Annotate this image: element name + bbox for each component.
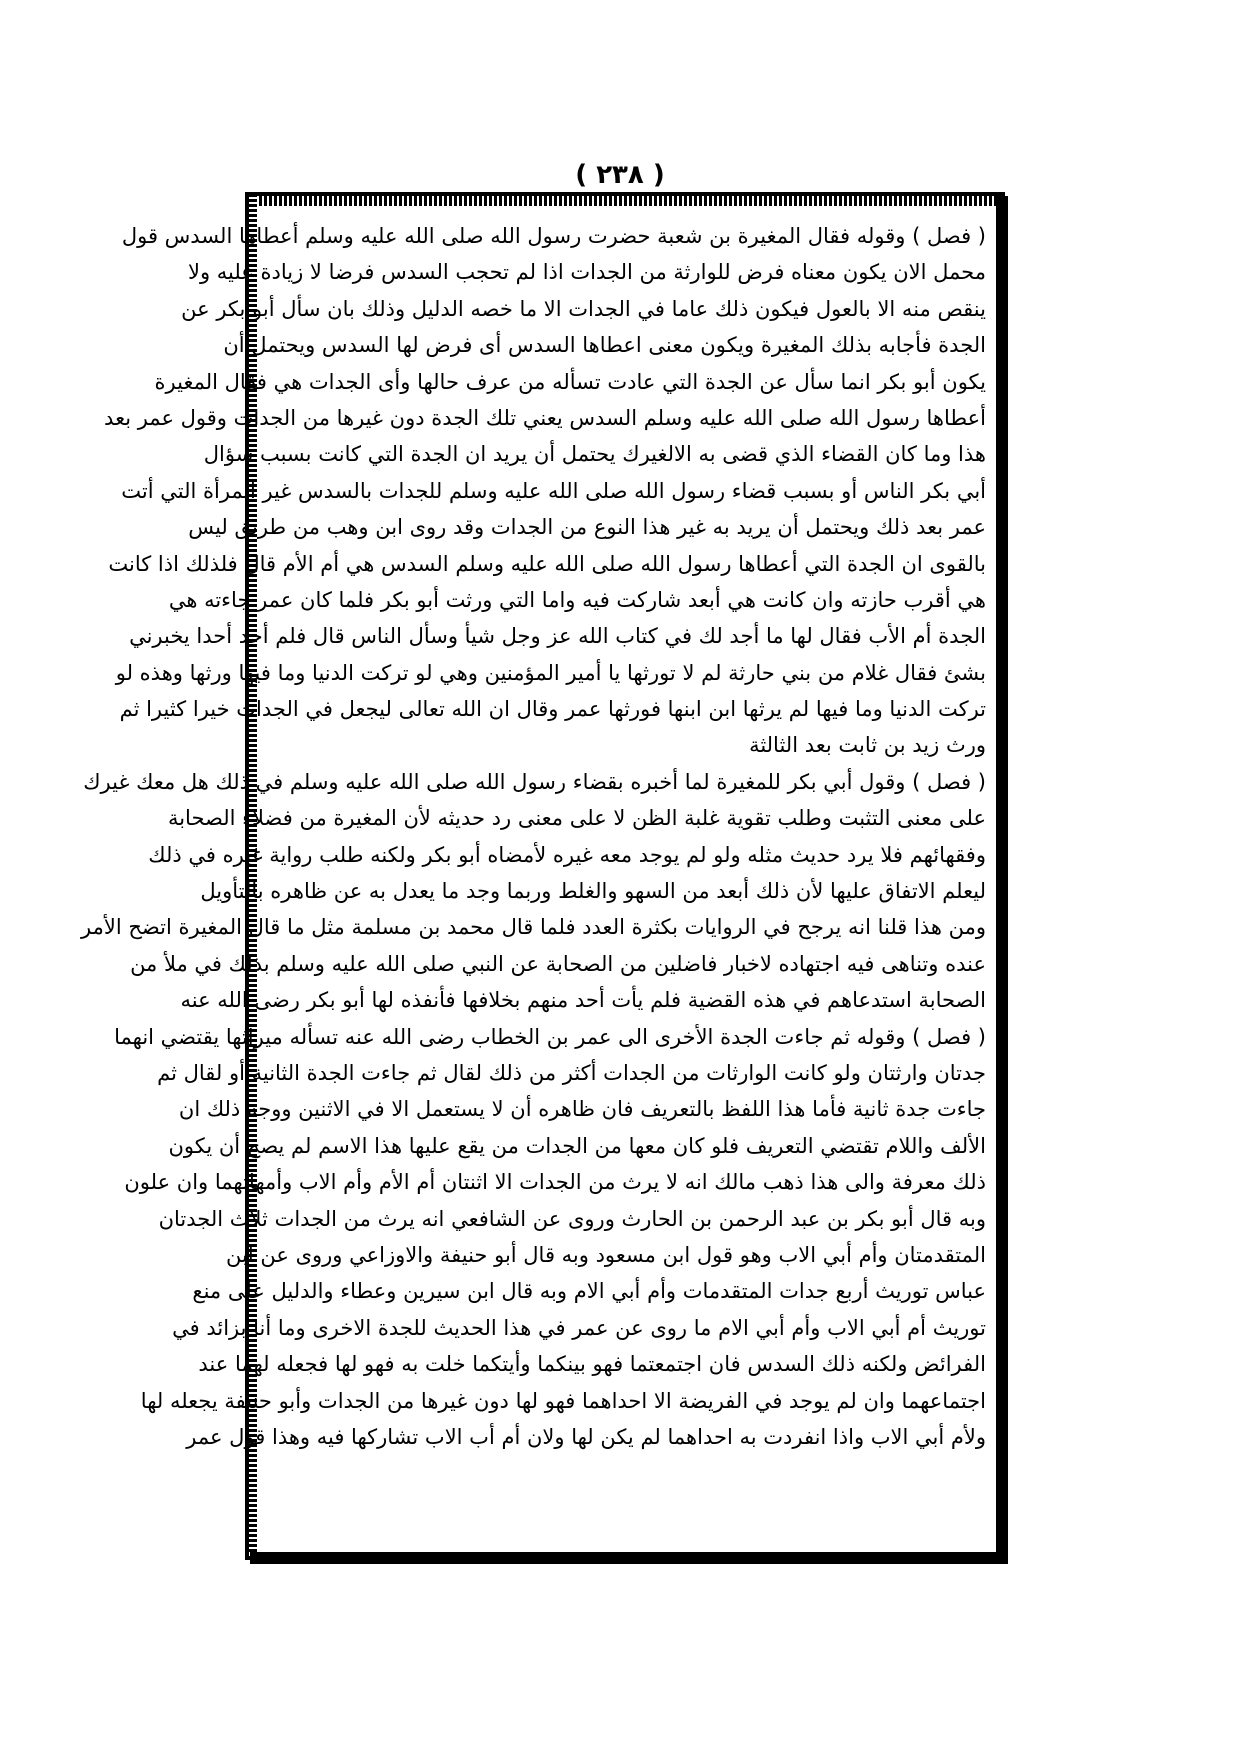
text-line: ولأم أبي الاب واذا انفردت به احداهما لم يكن لها ولان أم أب الاب تشاركها فيه وهذا قول عمر — [186, 1424, 986, 1449]
text-line: الجدة أم الأب فقال لها ما أجد لك في كتاب الله عز وجل شيأ وسأل الناس قال فلم أجد أحدا يخبرني — [129, 624, 986, 649]
text-line: محمل الان يكون معناه فرض للوارثة من الجدات اذا لم تحجب السدس فرضا لا زيادة عليه ولا — [187, 260, 986, 285]
text-line: بالقوى ان الجدة التي أعطاها رسول الله صلى الله عليه وسلم السدس هي أم الأم قال فلذلك اذا كانت — [108, 551, 986, 576]
text-line: هي أقرب حازته وان كانت هي أبعد شاركت فيه واما التي ورثت أبو بكر فلما كان عمر جاءته هي — [168, 587, 986, 612]
text-line: عمر بعد ذلك ويحتمل أن يريد به غير هذا النوع من الجدات وقد روى ابن وهب من طريق ليس — [188, 515, 986, 540]
page-number: ( ٢٣٨ ) — [575, 160, 665, 190]
text-line: بشئ فقال غلام من بني حارثة لم لا تورثها يا أمير المؤمنين وهي لو تركت الدنيا وما فيها ورثها وهذه لو — [115, 660, 986, 685]
text-line: ( فصل ) وقوله فقال المغيرة بن شعبة حضرت رسول الله صلى الله عليه وسلم أعطاها السدس قول — [121, 224, 986, 248]
body-text — [81, 218, 986, 1536]
text-line: هذا وما كان القضاء الذي قضى به الالغيرك يحتمل أن يريد ان الجدة التي كانت بسبب سؤال — [203, 442, 986, 467]
text-line: جاءت جدة ثانية فأما هذا اللفظ بالتعريف فان ظاهره أن لا يستعمل الا في الاثنين ووجه ذلك ان — [178, 1097, 986, 1122]
text-line: ( فصل ) وقول أبي بكر للمغيرة لما أخبره بقضاء رسول الله صلى الله عليه وسلم في ذلك هل معك غيرك — [83, 769, 986, 794]
text-line: الصحابة استدعاهم في هذه القضية فلم يأت أحد منهم بخلافها فأنفذه لها أبو بكر رضى الله عنه — [180, 988, 986, 1013]
text-line: ليعلم الاتفاق عليها لأن ذلك أبعد من السهو والغلط وربما وجد ما يعدل به عن ظاهره بالتأويل — [200, 879, 986, 904]
text-line: المتقدمتان وأم أبي الاب وهو قول ابن مسعود وبه قال أبو حنيفة والاوزاعي وروى عن ابن — [226, 1242, 986, 1267]
text-line: على معنى التثبت وطلب تقوية غلبة الظن لا على معنى رد حديثه لأن المغيرة من فضلاء الصحابة — [167, 806, 986, 831]
text-line: توريث أم أبي الاب وأم أبي الام ما روى عن عمر في هذا الحديث للجدة الاخرى وما أنا بزائد في — [172, 1315, 986, 1340]
text-line: الجدة فأجابه بذلك المغيرة ويكون معنى اعطاها السدس أى فرض لها السدس ويحتمل أن — [223, 333, 986, 358]
text-line: وبه قال أبو بكر بن عبد الرحمن بن الحارث وروى عن الشافعي انه يرث من الجدات ثلاث الجدتان — [158, 1206, 986, 1231]
text-line: يكون أبو بكر انما سأل عن الجدة التي عادت تسأله من عرف حالها وأى الجدات هي فقال المغيرة — [154, 369, 986, 394]
text-line: ينقص منه الا بالعول فيكون ذلك عاما في الجدات الا ما خصه الدليل وذلك بان سأل أبو بكر عن — [181, 296, 986, 321]
frame-top-ornament — [249, 196, 996, 206]
text-line: جدتان وارثتان ولو كانت الوارثات من الجدات أكثر من ذلك لقال ثم جاءت الجدة الثانية أو لقال ثم — [157, 1060, 986, 1085]
text-line: تركت الدنيا وما فيها لم يرثها ابن ابنها فورثها عمر وقال ان الله تعالى ليجعل في الجدات خيرا كثيرا ثم — [119, 697, 986, 722]
text-line: ذلك معرفة والى هذا ذهب مالك انه لا يرث من الجدات الا اثنتان أم الأم وأم الاب وأمهاتهما وان علون — [124, 1170, 986, 1195]
text-line: أعطاها رسول الله صلى الله عليه وسلم السدس يعني تلك الجدة دون غيرها من الجدات وقول عمر بعد — [104, 405, 986, 430]
text-line: الألف واللام تقتضي التعريف فلو كان معها من الجدات من يقع عليها هذا الاسم لم يصح أن يكون — [168, 1133, 986, 1158]
text-line: عباس توريث أربع جدات المتقدمات وأم أبي الام وبه قال ابن سيرين وعطاء والدليل على منع — [192, 1279, 986, 1304]
text-line: عنده وتناهى فيه اجتهاده لاخبار فاضلين من الصحابة عن النبي صلى الله عليه وسلم بذلك في ملأ من — [130, 951, 986, 976]
text-line: ورث زيد بن ثابت بعد الثالثة — [749, 733, 986, 758]
text-line: ومن هذا قلنا انه يرجح في الروايات بكثرة العدد فلما قال محمد بن مسلمة مثل ما قال المغيرة اتضح الأمر — [81, 915, 986, 940]
text-line: أبي بكر الناس أو بسبب قضاء رسول الله صلى الله عليه وسلم للجدات بالسدس غير المرأة التي أتت — [121, 478, 986, 503]
text-line: اجتماعهما وان لم يوجد في الفريضة الا احداهما فهو لها دون غيرها من الجدات وأبو حنيفة يجعله لها — [140, 1388, 986, 1413]
text-line: الفرائض ولكنه ذلك السدس فان اجتمعتما فهو بينكما وأيتكما خلت به فهو لها فجعله لهما عند — [198, 1352, 986, 1377]
text-line: وفقهائهم فلا يرد حديث مثله ولو لم يوجد معه غيره لأمضاه أبو بكر ولكنه طلب رواية غيره في ذلك — [148, 842, 986, 867]
text-line: ( فصل ) وقوله ثم جاءت الجدة الأخرى الى عمر بن الخطاب رضى الله عنه تسأله ميراثها يقتضي انهما — [114, 1024, 986, 1049]
